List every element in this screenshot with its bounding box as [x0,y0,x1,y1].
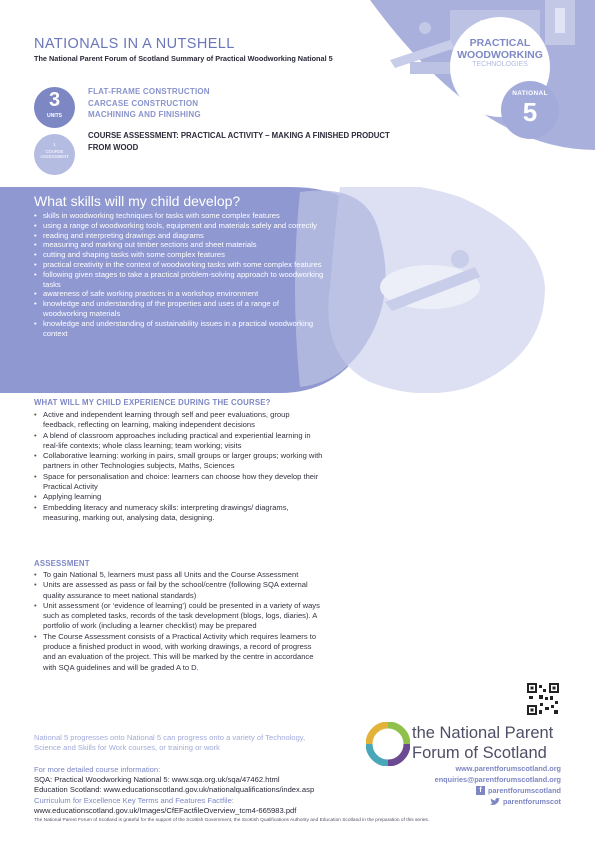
course-badge-label-2: ASSESSMENT [40,154,69,159]
page-title: NATIONALS IN A NUTSHELL [34,36,235,52]
list-item: • Embedding literacy and numeracy skills: interpreting drawings/ diagrams, measuring, marking out, analysing data, designing. [34,503,324,524]
subject-line-1: PRACTICAL [469,37,531,49]
logo-text-line-2: Forum of Scotland [412,744,547,762]
sqa-link[interactable]: SQA: Practical Woodworking National 5: www.sqa.org.uk/sqa/47462.html [34,775,280,785]
level-label: NATIONAL [512,90,548,97]
cfe-heading: Curriculum for Excellence Key Terms and Features Factfile: [34,795,234,805]
list-item: • awareness of safe working practices in a workshop environment [34,289,324,299]
twitter-link[interactable]: parentforumscot [503,797,561,806]
contact-details [435,763,561,807]
course-assessment-title: COURSE ASSESSMENT: PRACTICAL ACTIVITY – MAKING A FINISHED PRODUCT FROM WOOD [88,131,390,152]
education-scotland-link[interactable]: Education Scotland: www.educationscotland.gov.uk/nationalqualifications/index.asp [34,785,315,795]
course-assessment-badge [34,134,75,175]
skills-title: What skills will my child develop? [34,193,241,209]
list-item: • Collaborative learning: working in pairs, small groups or larger groups; working with partners in other Technologies subjects, Maths, Sciences [34,451,324,472]
twitter-icon [490,798,500,806]
website-link[interactable]: www.parentforumscotland.org [455,764,561,773]
qr-code-icon [527,683,559,715]
list-item: • Applying learning [34,492,324,502]
course-badge-label-1: COURSE [45,149,64,154]
experience-list [34,410,324,523]
skills-section [34,193,324,338]
list-item: • The Course Assessment consists of a Practical Activity which requires learners to produce a finished product in wood, with working drawings, a record of progress and an evaluation of the project. This will be marked by the centre in accordance with SQA guidelines and will be graded A to D. [34,632,324,673]
unit-item: MACHINING AND FINISHING [88,110,201,119]
list-item: • To gain National 5, learners must pass all Units and the Course Assessment [34,570,324,580]
list-item: • knowledge and understanding of the properties and uses of a range of woodworking materials [34,299,324,319]
course-assessment-count: 1 [53,142,56,147]
assessment-heading: ASSESSMENT [34,559,90,568]
page-subtitle: The National Parent Forum of Scotland Summary of Practical Woodworking National 5 [34,54,333,63]
npfs-logo [366,722,571,768]
list-item: • measuring and marking out timber sections and sheet materials [34,240,324,250]
list-item: • cutting and shaping tasks with some complex features [34,250,324,260]
list-item: • practical creativity in the context of woodworking tasks with some complex features [34,260,324,270]
progression-text: National 5 progresses onto National 5 can progress onto a variety of Technology, Science and Skills for Work courses, or training or work [34,733,306,753]
unit-list [88,86,210,121]
subject-line-2: WOODWORKING [457,49,543,61]
experience-heading: WHAT WILL MY CHILD EXPERIENCE DURING THE COURSE? [34,398,271,407]
list-item: • knowledge and understanding of sustainability issues in a practical woodworking context [34,319,324,339]
facebook-icon: f [476,786,485,795]
units-count: 3 [48,89,61,111]
list-item: • Space for personalisation and choice: learners can choose how they develop their Practical Activity [34,472,324,493]
level-number: 5 [522,97,538,127]
level-badge [501,81,559,139]
list-item: • following given stages to take a practical problem-solving approach to woodworking tasks [34,270,324,290]
assessment-list [34,570,324,673]
list-item: • A blend of classroom approaches including practical and experiential learning in real-life contexts; whole class learning; team working; visits [34,431,324,452]
units-label: UNITS [47,113,62,119]
unit-item: FLAT-FRAME CONSTRUCTION [88,87,210,96]
list-item: • Units are assessed as pass or fail by the school/centre (following SQA external quality assurance to meet national standards) [34,580,324,601]
footer-acknowledgement: The National Parent Forum of Scotland is grateful for the support of the Scottish Government, the Scottish Qualifications Authority and Education Scotland in the preparation of this series. [34,818,430,823]
list-item: • skills in woodworking techniques for tasks with some complex features [34,211,324,221]
units-badge [34,87,75,128]
cfe-link[interactable]: www.educationscotland.gov.uk/Images/CfEFactfileOverview_tcm4-665983.pdf [34,805,297,815]
info-section [34,765,354,816]
logo-rings-icon [366,722,410,766]
logo-text-line-1: the National Parent [412,724,554,742]
list-item: • using a range of woodworking tools, equipment and materials safely and correctly [34,221,324,231]
email-link[interactable]: enquiries@parentforumscotland.org [434,775,561,784]
unit-item: CARCASE CONSTRUCTION [88,98,199,108]
facebook-link[interactable]: parentforumscotland [488,786,561,795]
list-item: • Unit assessment (or ‘evidence of learning’) could be presented in a variety of ways such as completed tasks, records of the task development (blogs, logs, diaries). A portfolio of work (including a learner checklist) may be prepared [34,601,324,632]
subject-line-3: TECHNOLOGIES [472,61,528,68]
list-item: • reading and interpreting drawings and diagrams [34,231,324,241]
list-item: • Active and independent learning through self and peer evaluations, group feedback, reflecting on learning, making independent decisions [34,410,324,431]
info-heading: For more detailed course information: [34,765,161,774]
skills-list [34,211,324,338]
